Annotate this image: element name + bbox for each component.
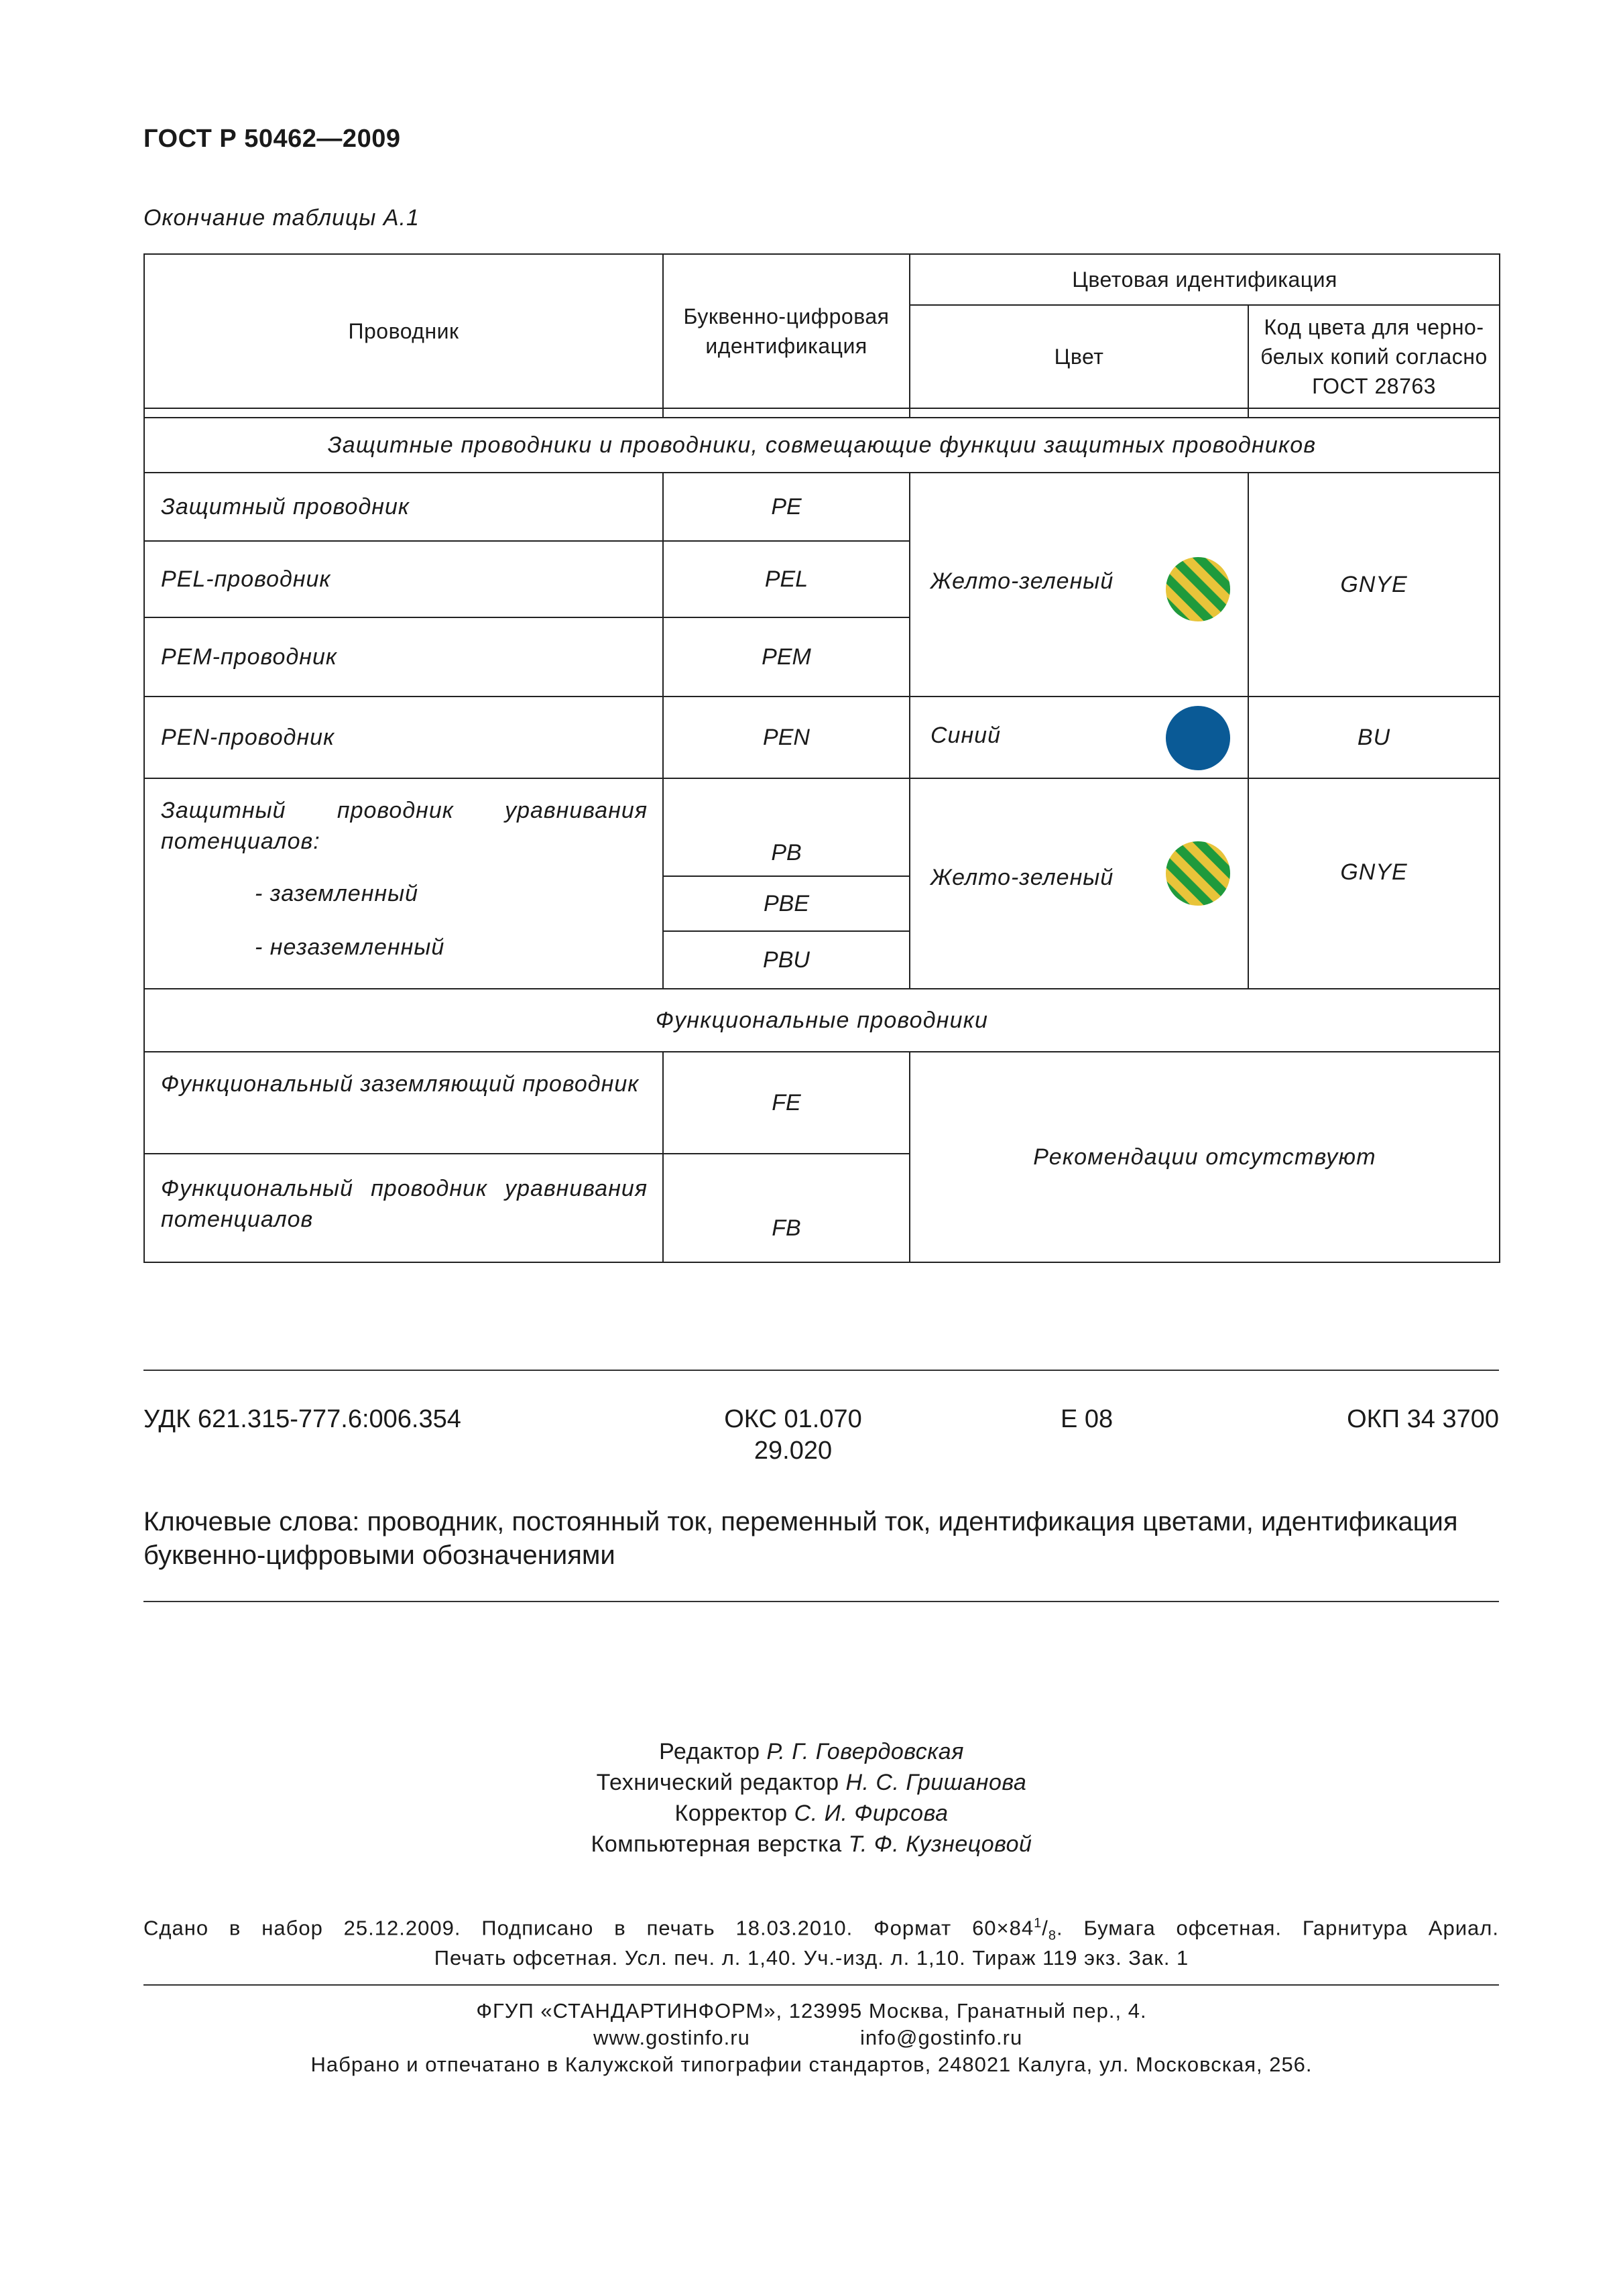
header-color-ident: Цветовая идентификация <box>910 254 1500 305</box>
e-code: Е 08 <box>1061 1405 1114 1433</box>
no-recommendation-cell: Рекомендации отсутствуют <box>910 1052 1500 1262</box>
row-code: FB <box>663 1154 910 1262</box>
row-code: PB <box>663 778 910 876</box>
row-code: PE <box>663 473 910 541</box>
divider <box>143 1984 1499 1986</box>
okp: ОКП 34 3700 <box>1347 1405 1499 1433</box>
row-code: PBE <box>663 876 910 931</box>
section-functional: Функциональные проводники <box>144 989 1500 1052</box>
credit-label: Редактор <box>659 1739 760 1764</box>
header-alnum: Буквенно-цифровая идентификация <box>663 254 910 408</box>
fraction-den: 8 <box>1048 1928 1057 1943</box>
oks-line1: ОКС 01.070 <box>724 1405 862 1433</box>
color-label: Желто-зеленый <box>930 865 1114 890</box>
divider <box>143 1370 1499 1371</box>
color-cell-green-yellow <box>910 473 1248 697</box>
equipotential-cell <box>144 778 663 989</box>
section-protective: Защитные проводники и проводники, совмещающие функции защитных проводников <box>144 418 1500 473</box>
row-name: PEM-проводник <box>144 617 663 697</box>
row-code: PBU <box>663 931 910 989</box>
row-sub-name: - незаземленный <box>255 934 445 960</box>
credit-name: Н. С. Гришанова <box>845 1770 1027 1795</box>
printed-by: Набрано и отпечатано в Калужской типографии стандартов, 248021 Калуга, ул. Московская, 256. <box>310 2053 1313 2076</box>
credit-name: С. И. Фирсова <box>794 1801 949 1826</box>
bw-code-cell: GNYE <box>1248 778 1500 989</box>
credit-name: Т. Ф. Кузнецовой <box>848 1831 1032 1857</box>
header-color: Цвет <box>910 305 1248 408</box>
credit-label: Компьютерная верстка <box>591 1831 842 1857</box>
row-sub-name: - заземленный <box>255 881 419 906</box>
fraction-num: 1 <box>1034 1916 1042 1931</box>
blue-circle-icon <box>1165 705 1231 771</box>
bw-code-cell: GNYE <box>1248 473 1500 697</box>
row-name: PEN-проводник <box>144 697 663 778</box>
green-yellow-striped-circle-icon <box>1165 556 1231 622</box>
row-name: Функциональный проводник уравнивания потенциалов <box>144 1154 663 1262</box>
credit-label: Корректор <box>674 1801 788 1826</box>
credit-name: Р. Г. Говердовская <box>766 1739 964 1764</box>
email-link[interactable]: info@gostinfo.ru <box>860 2026 1023 2049</box>
credits <box>0 1736 1623 1860</box>
conductor-identification-table <box>143 253 1500 1263</box>
website-link[interactable]: www.gostinfo.ru <box>593 2026 750 2049</box>
row-code: FE <box>663 1052 910 1154</box>
imprint-text: Сдано в набор 25.12.2009. Подписано в печать 18.03.2010. Формат 60×84 <box>143 1916 1034 1940</box>
row-code: PEN <box>663 697 910 778</box>
bw-code-cell: BU <box>1248 697 1500 778</box>
oks-line2: 29.020 <box>754 1437 833 1465</box>
row-name: Защитный проводник уравнивания потенциалов: <box>161 798 648 854</box>
color-cell-green-yellow <box>910 778 1248 989</box>
credit-label: Технический редактор <box>596 1770 839 1795</box>
row-name: Функциональный заземляющий проводник <box>144 1052 663 1154</box>
header-bw-code: Код цвета для черно-белых копий согласно ГОСТ 28763 <box>1248 305 1500 408</box>
keywords: Ключевые слова: проводник, постоянный ток, переменный ток, идентификация цветами, идентификация буквенно-цифровыми обозначениями <box>143 1507 1458 1570</box>
imprint-text: . Бумага офсетная. Гарнитура Ариал. <box>1057 1916 1499 1940</box>
green-yellow-striped-circle-icon <box>1165 841 1231 906</box>
imprint-line1: Сдано в набор 25.12.2009. Подписано в печать 18.03.2010. Формат $60\times 84^1/_8$. Бумага офсетная. Гарнитура Ариал. <box>143 1916 1499 1943</box>
row-name: PEL-проводник <box>144 541 663 617</box>
row-code: PEM <box>663 617 910 697</box>
divider <box>143 1601 1499 1602</box>
header-conductor: Проводник <box>144 254 663 408</box>
publisher: ФГУП «СТАНДАРТИНФОРМ», 123995 Москва, Гранатный пер., 4. <box>476 1999 1147 2022</box>
udk: УДК 621.315-777.6:006.354 <box>143 1405 461 1433</box>
color-cell-blue <box>910 697 1248 778</box>
table-caption: Окончание таблицы А.1 <box>143 205 420 231</box>
row-name: Защитный проводник <box>144 473 663 541</box>
oks <box>716 1405 870 1465</box>
document-header: ГОСТ Р 50462—2009 <box>143 125 401 153</box>
color-label: Желто-зеленый <box>930 568 1114 594</box>
imprint-line2: Печать офсетная. Усл. печ. л. 1,40. Уч.-изд. л. 1,10. Тираж 119 экз. Зак. 1 <box>434 1946 1189 1970</box>
color-label: Синий <box>930 723 1001 748</box>
row-code: PEL <box>663 541 910 617</box>
